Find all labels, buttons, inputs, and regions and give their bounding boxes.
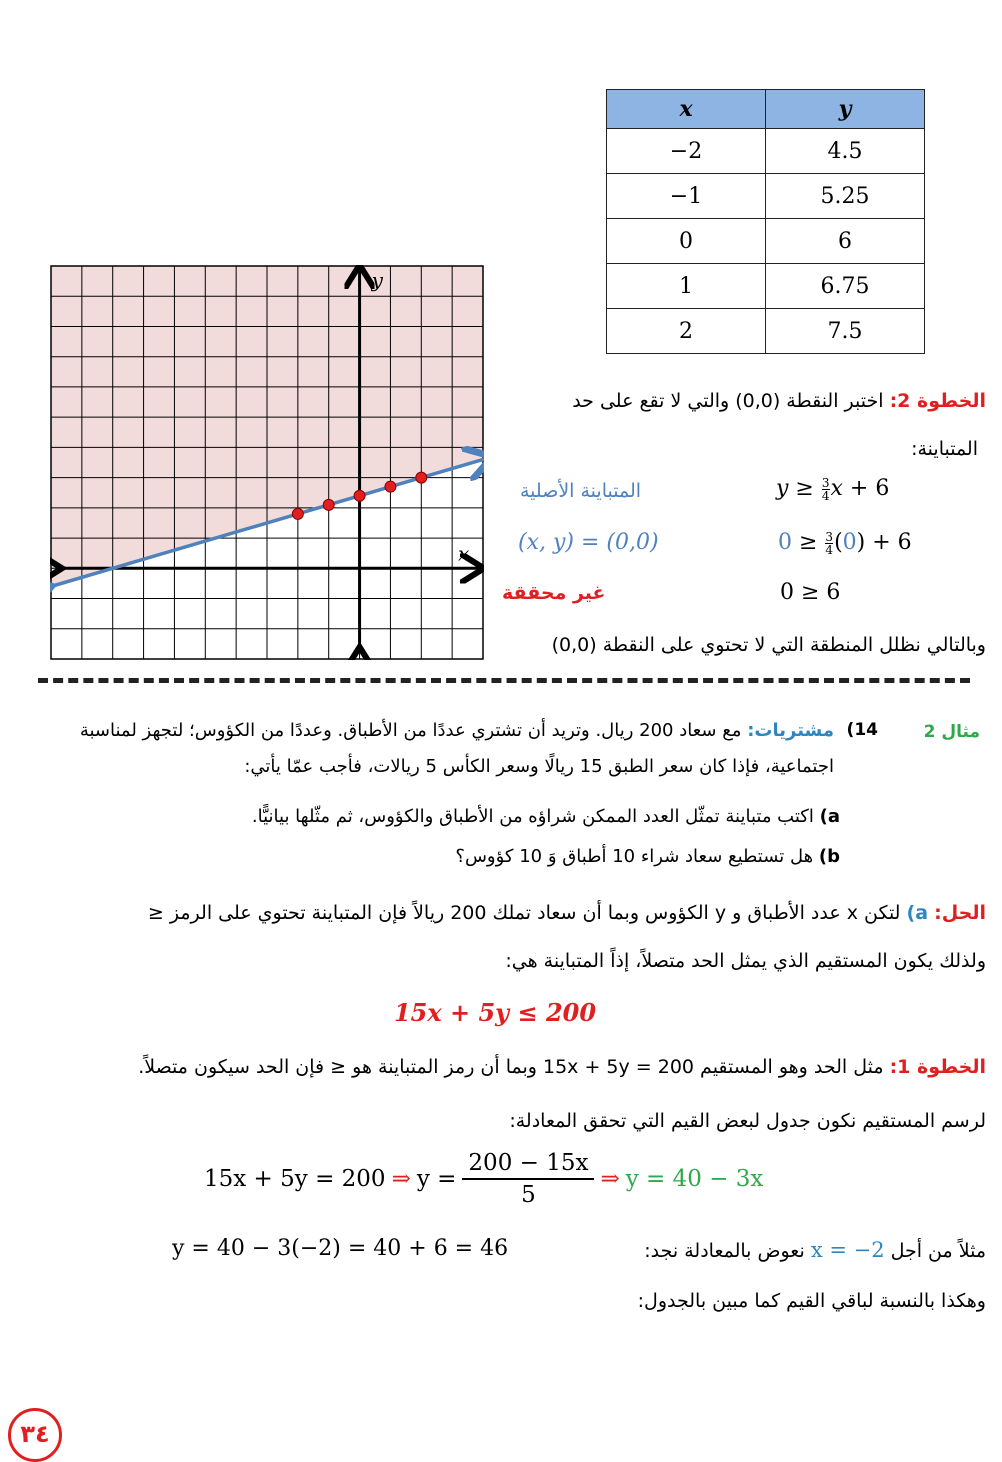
question-text1: مع سعاد 200 ريال. وتريد أن تشتري عددًا من الأطباق. وعددًا من الكؤوس؛ لتجهز لمناسبة	[79, 720, 742, 741]
table-header-row	[607, 90, 925, 129]
step2-line1	[506, 390, 986, 412]
part-b-text: هل تستطيع سعاد شراء 10 أطباق وَ 10 كؤوس؟	[455, 846, 814, 867]
table-row	[607, 219, 925, 264]
question-number: 14)	[846, 720, 878, 740]
cell-x: −2	[607, 129, 766, 174]
result-inequality: 0 ≥ 6	[780, 580, 841, 605]
false-label: غير محققة	[502, 582, 606, 604]
cell-y: 5.25	[766, 174, 925, 219]
arrow-icon: ⇒	[600, 1166, 620, 1192]
data-point	[323, 499, 334, 510]
part-a-letter: a)	[819, 806, 840, 827]
inequality-graph	[50, 265, 484, 660]
eq-result: y = 40 − 3x	[625, 1166, 764, 1192]
substitution-label: (x, y) = (0,0)	[518, 530, 659, 555]
part-a-text: اكتب متباينة تمثّل العدد الممكن شراؤه من الأطباق والكؤوس، ثم مثّلها بيانيًّا.	[251, 806, 814, 827]
example-x: x = −2	[810, 1238, 885, 1262]
part-b-letter: b)	[818, 846, 840, 867]
cell-y: 7.5	[766, 309, 925, 354]
step1-label: الخطوة 1:	[889, 1056, 986, 1078]
solution-label: الحل:	[934, 902, 986, 924]
table-row	[607, 309, 925, 354]
page-number: ٣٤	[8, 1408, 62, 1462]
solution-line1	[16, 902, 986, 924]
solution-line2: ولذلك يكون المستقيم الذي يمثل الحد متصلاً، إذاً المتباينة هي:	[505, 950, 986, 972]
final-inequality: 15x + 5y ≤ 200	[393, 998, 597, 1027]
step1-text: مثل الحد وهو المستقيم 15x + 5y = 200 وبما أن رمز المتباينة هو ≤ فإن الحد سيكون متصلاً.	[138, 1056, 884, 1078]
table-row	[607, 264, 925, 309]
eq-fraction	[462, 1150, 594, 1208]
step2-text1: اختبر النقطة (0,0) والتي لا تقع على حد	[572, 390, 884, 412]
cell-x: 0	[607, 219, 766, 264]
cell-x: 1	[607, 264, 766, 309]
eq-y: y =	[416, 1166, 457, 1192]
equation-derivation	[204, 1150, 763, 1208]
example-substitution	[644, 1238, 986, 1262]
original-inequality: y ≥ $\frac{3}{4}$ x + 6	[776, 475, 890, 503]
data-point	[416, 472, 427, 483]
question-part-b	[455, 846, 840, 867]
cell-x: −1	[607, 174, 766, 219]
step2-text2: المتباينة:	[911, 438, 978, 460]
header-x: x	[607, 90, 766, 129]
eq-frac-den: 5	[521, 1182, 536, 1208]
eq-frac-num: 200 − 15x	[462, 1150, 594, 1180]
rest-text: وهكذا بالنسبة لباقي القيم كما مبين بالجدول:	[637, 1290, 986, 1312]
header-y: y	[766, 90, 925, 129]
x-axis-label: x	[458, 541, 470, 566]
step1-line	[10, 1056, 986, 1078]
cell-y: 6	[766, 219, 925, 264]
values-table	[606, 89, 925, 354]
solution-part: a)	[906, 902, 929, 924]
cell-x: 2	[607, 309, 766, 354]
original-inequality-label: المتباينة الأصلية	[520, 480, 642, 502]
data-point	[292, 508, 303, 519]
cell-y: 4.5	[766, 129, 925, 174]
arrow-icon: ⇒	[391, 1166, 411, 1192]
substituted-inequality: 0 ≥ $\frac{3}{4}$ (0) + 6	[778, 529, 912, 557]
data-point	[354, 490, 365, 501]
table-intro: لرسم المستقيم نكون جدول لبعض القيم التي تحقق المعادلة:	[509, 1110, 986, 1132]
section-divider	[38, 678, 970, 683]
step2-conclusion: وبالتالي نظلل المنطقة التي لا تحتوي على النقطة (0,0)	[551, 634, 986, 656]
table-row	[607, 174, 925, 219]
question-topic: مشتريات:	[747, 720, 834, 741]
eq-left: 15x + 5y = 200	[204, 1166, 386, 1192]
solution-text1: لتكن x عدد الأطباق و y الكؤوس وبما أن سعاد تملك 200 ريالاً فإن المتباينة تحتوي على الرمز ≤	[147, 902, 901, 924]
cell-y: 6.75	[766, 264, 925, 309]
example-text-b: نعوض بالمعادلة نجد:	[644, 1240, 805, 1262]
data-point	[385, 481, 396, 492]
question-part-a	[252, 806, 840, 827]
y-axis-label: y	[371, 268, 383, 292]
example-calc: y = 40 − 3(−2) = 40 + 6 = 46	[172, 1236, 509, 1261]
question-line1	[24, 720, 834, 741]
example-tag: مثال 2	[923, 722, 980, 742]
question-line2: اجتماعية، فإذا كان سعر الطبق 15 ريالًا وسعر الكأس 5 ريالات، فأجب عمّا يأتي:	[244, 756, 834, 777]
step2-label: الخطوة 2:	[889, 390, 986, 412]
table-row	[607, 129, 925, 174]
example-text-a: مثلاً من أجل	[890, 1240, 986, 1262]
